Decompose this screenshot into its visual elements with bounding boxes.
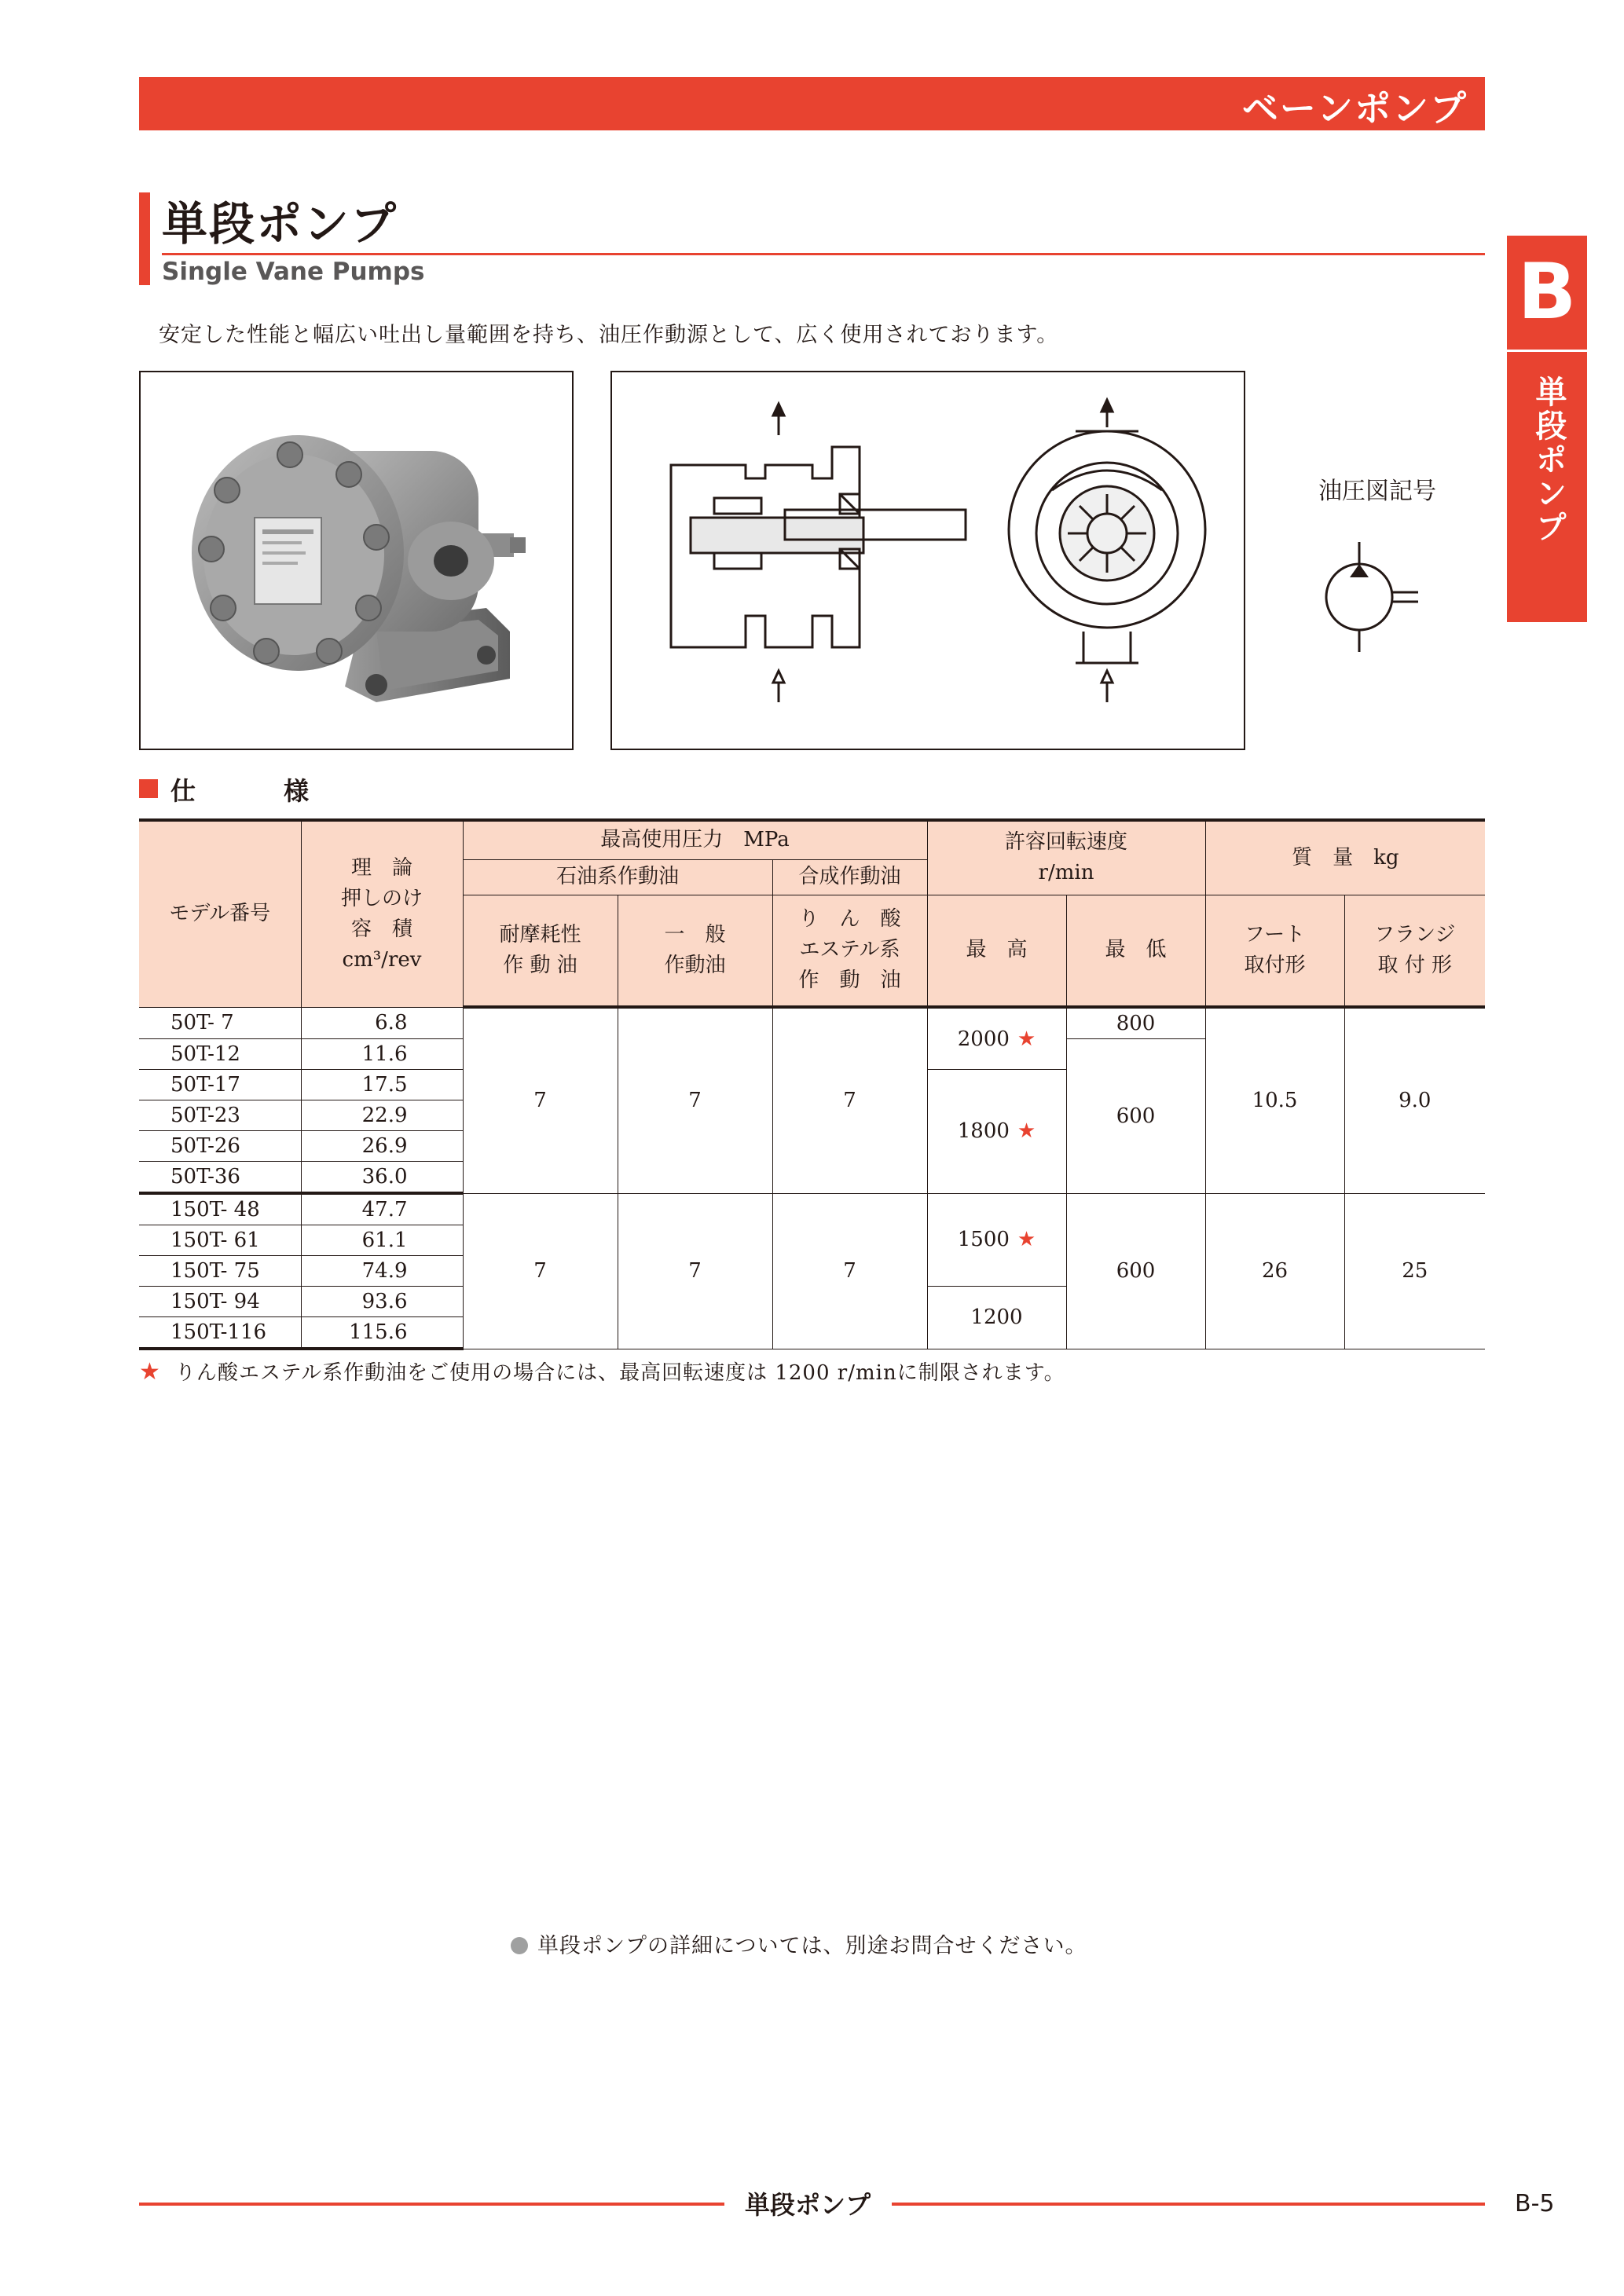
header-displacement-unit: cm³/rev — [342, 947, 422, 972]
page-title: 単段ポンプ — [162, 197, 398, 251]
model-cell: 50T-23 — [139, 1100, 301, 1131]
displacement-cell: 47.7 — [301, 1193, 463, 1225]
star-mark-icon: ★ — [1017, 1228, 1036, 1252]
displacement-cell: 26.9 — [301, 1131, 463, 1162]
speed-min-cell: 600 — [1066, 1193, 1205, 1349]
page-subtitle: Single Vane Pumps — [162, 258, 425, 286]
title-accent-bar — [139, 192, 150, 285]
header-flange-mount — [1344, 895, 1485, 1007]
footnote-text: りん酸エステル系作動油をご使用の場合には、最高回転速度は 1200 r/minに制限されます。 — [174, 1361, 1065, 1385]
table-row — [139, 1193, 1485, 1225]
model-cell: 150T- 61 — [139, 1225, 301, 1256]
pressure-general-cell: 7 — [618, 1193, 772, 1349]
mass-flange-cell: 9.0 — [1344, 1007, 1485, 1193]
speed-max-cell: 1200 — [927, 1287, 1066, 1349]
header-phosphate — [772, 895, 927, 1007]
displacement-cell: 17.5 — [301, 1070, 463, 1100]
pressure-wear-cell: 7 — [463, 1007, 618, 1193]
header-petroleum: 石油系作動油 — [463, 859, 772, 895]
speed-max-cell — [927, 1070, 1066, 1194]
model-cell: 50T-36 — [139, 1162, 301, 1194]
model-cell: 50T-26 — [139, 1131, 301, 1162]
section-letter: B — [1517, 247, 1577, 337]
bullet-dot-icon — [511, 1937, 528, 1954]
section-tab — [1507, 236, 1587, 622]
header-general-line1: 一 般 — [664, 922, 726, 947]
speed-max-cell — [927, 1007, 1066, 1070]
header-flange-line1: フランジ — [1374, 922, 1456, 947]
footer-rule-left — [139, 2203, 724, 2206]
speed-max-value: 1500 — [957, 1228, 1010, 1252]
header-wear-resistant — [463, 895, 618, 1007]
displacement-cell: 6.8 — [301, 1007, 463, 1039]
pressure-general-cell: 7 — [618, 1007, 772, 1193]
header-speed-min: 最 低 — [1066, 895, 1205, 1007]
symbol-label: 油圧図記号 — [1318, 478, 1436, 505]
displacement-cell: 74.9 — [301, 1256, 463, 1287]
speed-max-value: 1800 — [957, 1119, 1010, 1144]
header-displacement-line2: 押しのけ — [340, 886, 423, 910]
model-cell: 50T-17 — [139, 1070, 301, 1100]
footer-title: 単段ポンプ — [745, 2190, 871, 2220]
speed-min-cell: 600 — [1066, 1039, 1205, 1194]
displacement-cell: 11.6 — [301, 1039, 463, 1070]
header-flange-line2: 取 付 形 — [1377, 953, 1453, 977]
spec-bullet — [139, 779, 158, 798]
header-foot-mount — [1205, 895, 1344, 1007]
model-cell: 150T- 94 — [139, 1287, 301, 1317]
header-speed — [927, 820, 1205, 895]
header-model: モデル番号 — [139, 820, 301, 1007]
hydraulic-pump-symbol-icon — [1320, 542, 1446, 652]
footnote-star-icon: ★ — [139, 1358, 161, 1386]
displacement-cell: 93.6 — [301, 1287, 463, 1317]
header-general — [618, 895, 772, 1007]
header-foot-line1: フート — [1244, 922, 1306, 947]
spec-title: 仕 様 — [170, 776, 341, 806]
header-phosphate-line1: り ん 酸 — [798, 907, 901, 932]
header-general-line2: 作動油 — [664, 953, 726, 977]
speed-min-cell: 800 — [1066, 1007, 1205, 1039]
model-cell: 150T- 48 — [139, 1193, 301, 1225]
intro-text: 安定した性能と幅広い吐出し量範囲を持ち、油圧作動源として、広く使用されております。 — [159, 323, 1059, 347]
contact-note-text: 単段ポンプの詳細については、別途お問合せください。 — [537, 1934, 1087, 1958]
cross-section-diagram — [612, 372, 1244, 749]
footnote — [139, 1357, 1065, 1386]
header-displacement-line1: 理 論 — [350, 855, 412, 880]
header-speed-unit: r/min — [1038, 861, 1094, 885]
sectional-drawing — [610, 371, 1245, 750]
displacement-cell: 61.1 — [301, 1225, 463, 1256]
header-speed-max: 最 高 — [927, 895, 1066, 1007]
header-phosphate-line3: 作 動 油 — [798, 969, 901, 993]
category-label: ベーンポンプ — [1241, 87, 1468, 130]
pressure-phosphate-cell: 7 — [772, 1007, 927, 1193]
table-row — [139, 1007, 1485, 1039]
model-cell: 150T-116 — [139, 1317, 301, 1349]
displacement-cell: 115.6 — [301, 1317, 463, 1349]
header-foot-line2: 取付形 — [1244, 953, 1306, 977]
product-photo — [139, 371, 574, 750]
pump-illustration — [141, 372, 572, 749]
contact-note — [511, 1928, 1087, 1959]
footer-rule-right — [892, 2203, 1485, 2206]
speed-max-cell — [927, 1193, 1066, 1287]
header-wear-line1: 耐摩耗性 — [499, 922, 581, 947]
displacement-cell: 22.9 — [301, 1100, 463, 1131]
star-mark-icon: ★ — [1017, 1027, 1036, 1051]
speed-max-value: 2000 — [957, 1027, 1010, 1051]
pressure-phosphate-cell: 7 — [772, 1193, 927, 1349]
mass-foot-cell: 26 — [1205, 1193, 1344, 1349]
displacement-cell: 36.0 — [301, 1162, 463, 1194]
section-tab-label: 単段ポンプ — [1531, 375, 1567, 544]
header-synthetic: 合成作動油 — [772, 859, 927, 895]
mass-foot-cell: 10.5 — [1205, 1007, 1344, 1193]
header-displacement-line3: 容 積 — [350, 917, 412, 941]
header-max-pressure: 最高使用圧力 MPa — [463, 820, 927, 859]
category-band — [139, 77, 1485, 130]
model-cell: 50T-12 — [139, 1039, 301, 1070]
mass-flange-cell: 25 — [1344, 1193, 1485, 1349]
header-displacement — [301, 820, 463, 1007]
page-number: B-5 — [1515, 2190, 1555, 2217]
header-mass: 質 量 kg — [1205, 820, 1485, 895]
title-rule — [162, 253, 1485, 255]
header-speed-label: 許容回転速度 — [1005, 830, 1128, 855]
model-cell: 150T- 75 — [139, 1256, 301, 1287]
pressure-wear-cell: 7 — [463, 1193, 618, 1349]
header-phosphate-line2: エステル系 — [799, 938, 900, 962]
model-cell: 50T- 7 — [139, 1007, 301, 1039]
star-mark-icon: ★ — [1017, 1119, 1036, 1144]
header-wear-line2: 作 動 油 — [503, 953, 577, 977]
section-tab-divider — [1507, 350, 1587, 352]
spec-table — [139, 818, 1485, 1350]
